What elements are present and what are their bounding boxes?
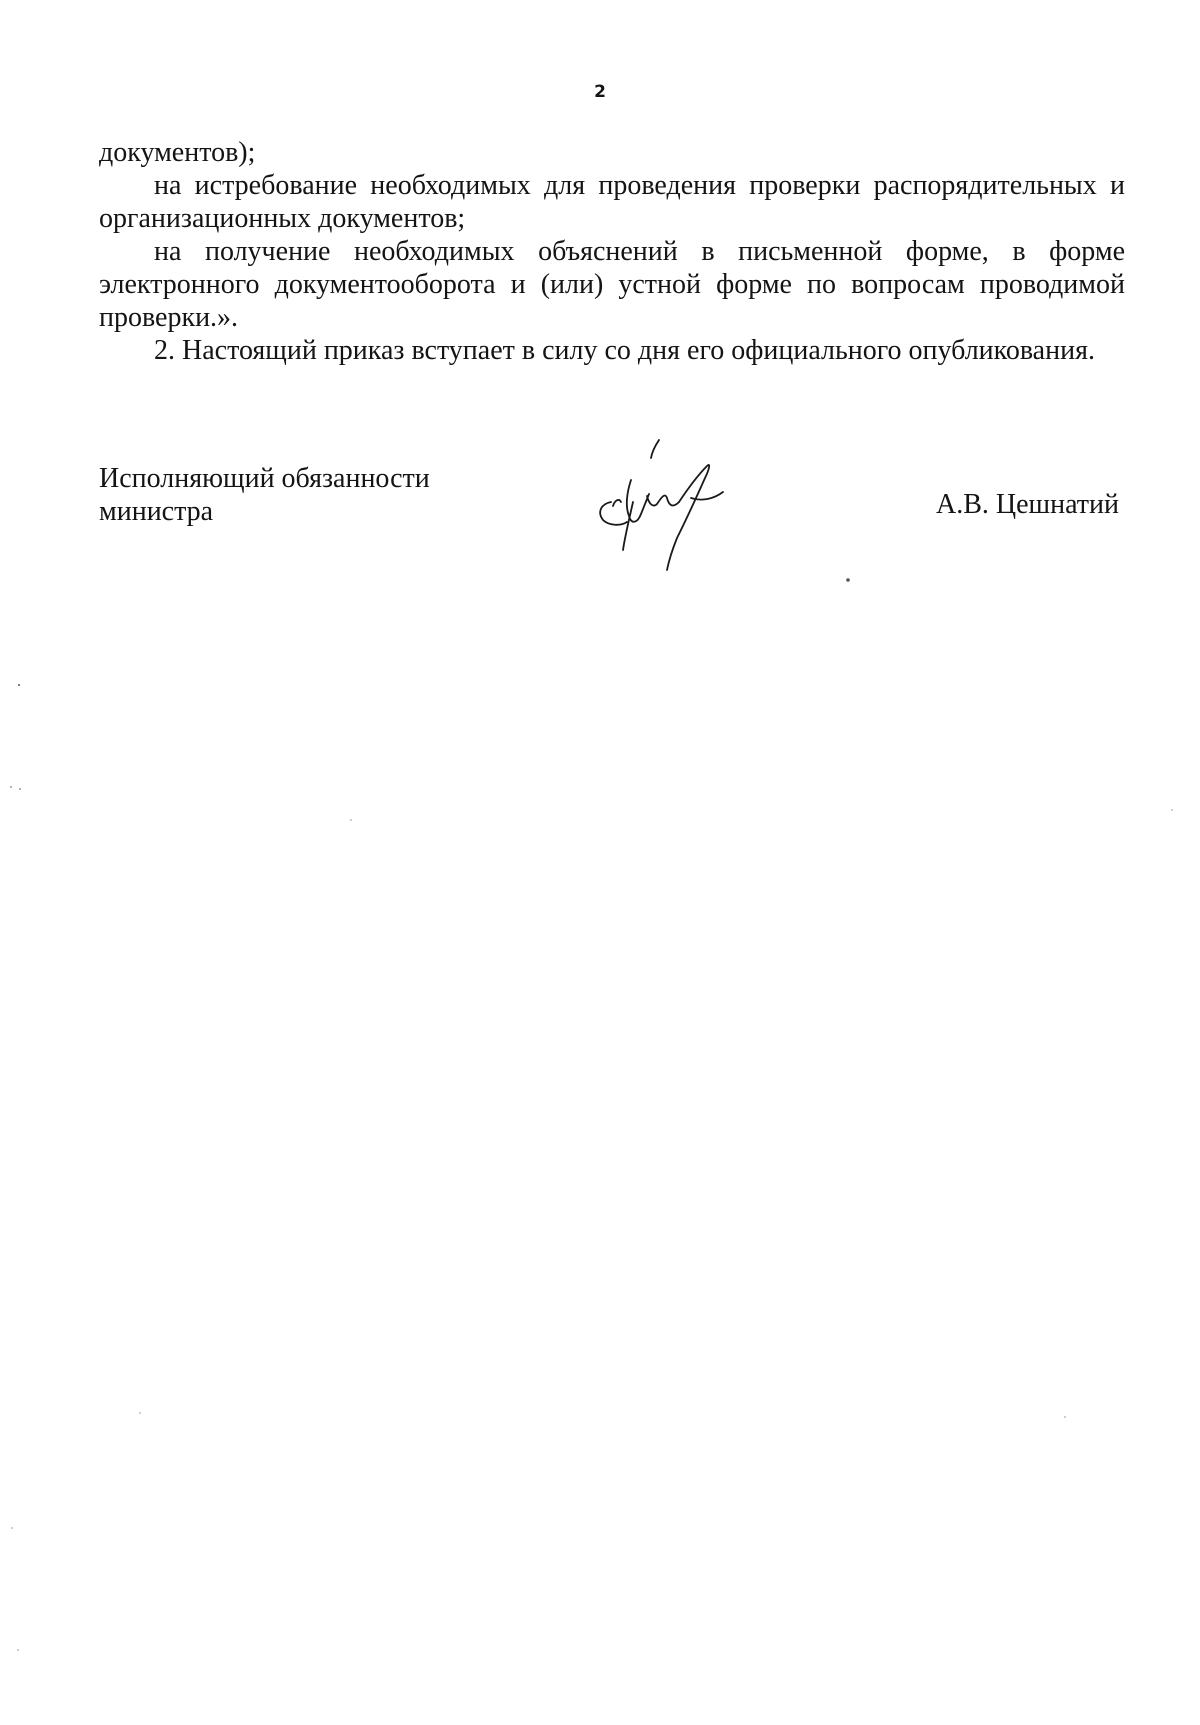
paragraph-continuation: документов); bbox=[99, 137, 256, 168]
signatory-position bbox=[99, 462, 430, 528]
signatory-name: А.В. Цешнатий bbox=[936, 489, 1119, 520]
paragraph-effective-date: 2. Настоящий приказ вступает в силу со дня его официального опубликования. bbox=[154, 335, 1095, 366]
handwritten-signature bbox=[569, 432, 739, 592]
signature-block bbox=[99, 462, 1119, 612]
paragraph-explanations: на получение необходимых объяснений в письменной форме, в форме электронного документооборота и (или) устной форме по вопросам проводимой проверки.». bbox=[99, 236, 1125, 333]
paragraph-request-documents: на истребование необходимых для проведения проверки распорядительных и организационных документов; bbox=[99, 170, 1125, 234]
document-body bbox=[99, 136, 1125, 367]
page-number: 2 bbox=[594, 82, 606, 102]
signatory-position-line2: министра bbox=[99, 496, 214, 527]
signatory-position-line1: Исполняющий обязанности bbox=[99, 463, 430, 494]
